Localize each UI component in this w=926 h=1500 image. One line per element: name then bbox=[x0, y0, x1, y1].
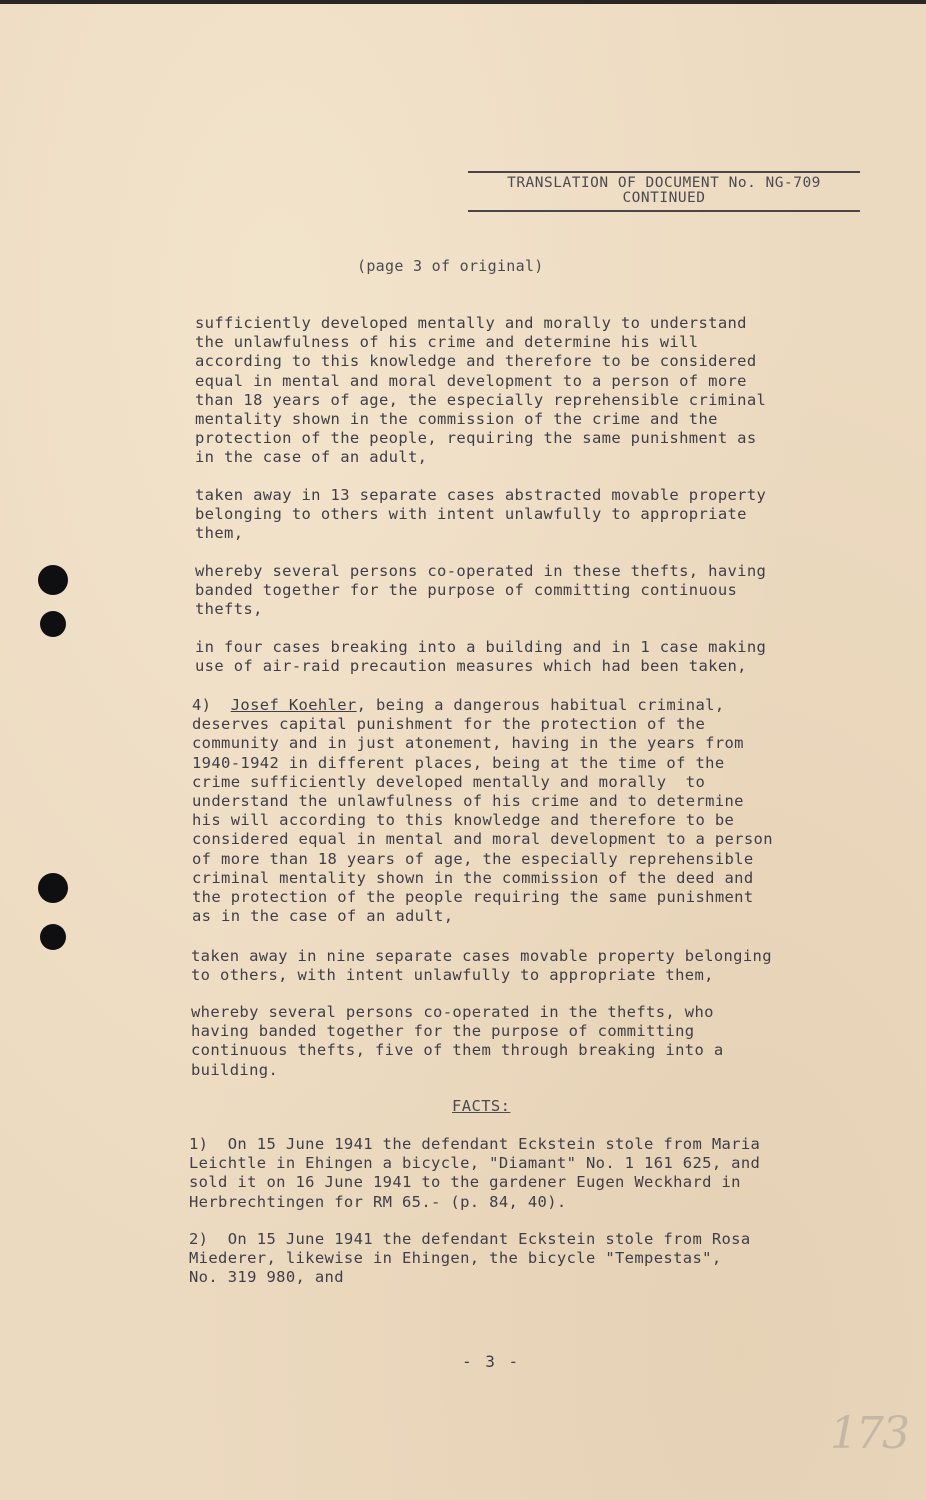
facts-heading: FACTS: bbox=[452, 1097, 511, 1115]
fact-item-1: 1) On 15 June 1941 the defendant Eckstein stole from Maria Leichtle in Ehingen a bicycle, "Diamant" No. 1 161 625, and sold it on 16 June 1941 to the gardener Eugen Weckhard in Herbrechtingen for RM 65.- (p. 84, 40). bbox=[189, 1135, 761, 1211]
paragraph-koehler bbox=[192, 696, 773, 926]
page-number: - 3 - bbox=[462, 1352, 521, 1371]
paragraph-mental-development: sufficiently developed mentally and morally to understand the unlawfulness of his crime and determine his will according to this knowledge and therefore to be considered equal in mental and moral development to a person of more than 18 years of age, the especially reprehensible criminal mentality shown in the commission of the crime and the protection of the people, requiring the same punishment as in the case of an adult, bbox=[195, 314, 767, 467]
scan-edge bbox=[0, 0, 926, 4]
paragraph-thirteen-cases: taken away in 13 separate cases abstracted movable property belonging to others with intent unlawfully to appropriate them, bbox=[195, 486, 767, 543]
defendant-name: Josef Koehler bbox=[230, 696, 357, 714]
paragraph-text: , being a dangerous habitual criminal, deserves capital punishment for the protection of the community and in just atonement, having in the years from 1940-1942 in different places, being at the time of the crime sufficiently developed mentally and morally to understand the unlawfulness of his crime and to determine his will according to this knowledge and therefore to be considered equal in mental and moral development to a person of more than 18 years of age, the especially reprehensible criminal mentality shown in the commission of the deed and the protection of the people requiring the same punishment as in the case of an adult, bbox=[192, 696, 773, 926]
paragraph-continuous-thefts: whereby several persons co-operated in the thefts, who having banded together for the purpose of committing continuous thefts, five of them through breaking into a building. bbox=[191, 1003, 724, 1079]
header-title: TRANSLATION OF DOCUMENT No. NG-709 bbox=[507, 175, 821, 191]
translation-header bbox=[468, 171, 860, 212]
paragraph-number: 4) bbox=[192, 696, 231, 714]
fact-item-2: 2) On 15 June 1941 the defendant Eckstein stole from Rosa Miederer, likewise in Ehingen, the bicycle "Tempestas", No. 319 980, and bbox=[189, 1230, 751, 1287]
paragraph-cooperation: whereby several persons co-operated in these thefts, having banded together for the purpose of committing continuous thefts, bbox=[195, 562, 767, 619]
punch-hole-3 bbox=[38, 873, 68, 903]
header-continued: CONTINUED bbox=[622, 190, 706, 206]
paragraph-nine-cases: taken away in nine separate cases movable property belonging to others, with intent unlawfully to appropriate them, bbox=[191, 947, 772, 985]
original-page-reference: (page 3 of original) bbox=[357, 257, 544, 275]
punch-hole-1 bbox=[38, 565, 68, 595]
punch-hole-2 bbox=[40, 611, 66, 637]
paragraph-breaking-in: in four cases breaking into a building and in 1 case making use of air-raid precaution measures which had been taken, bbox=[195, 638, 767, 676]
pencil-folio-number: 173 bbox=[830, 1408, 908, 1459]
punch-hole-4 bbox=[40, 924, 66, 950]
